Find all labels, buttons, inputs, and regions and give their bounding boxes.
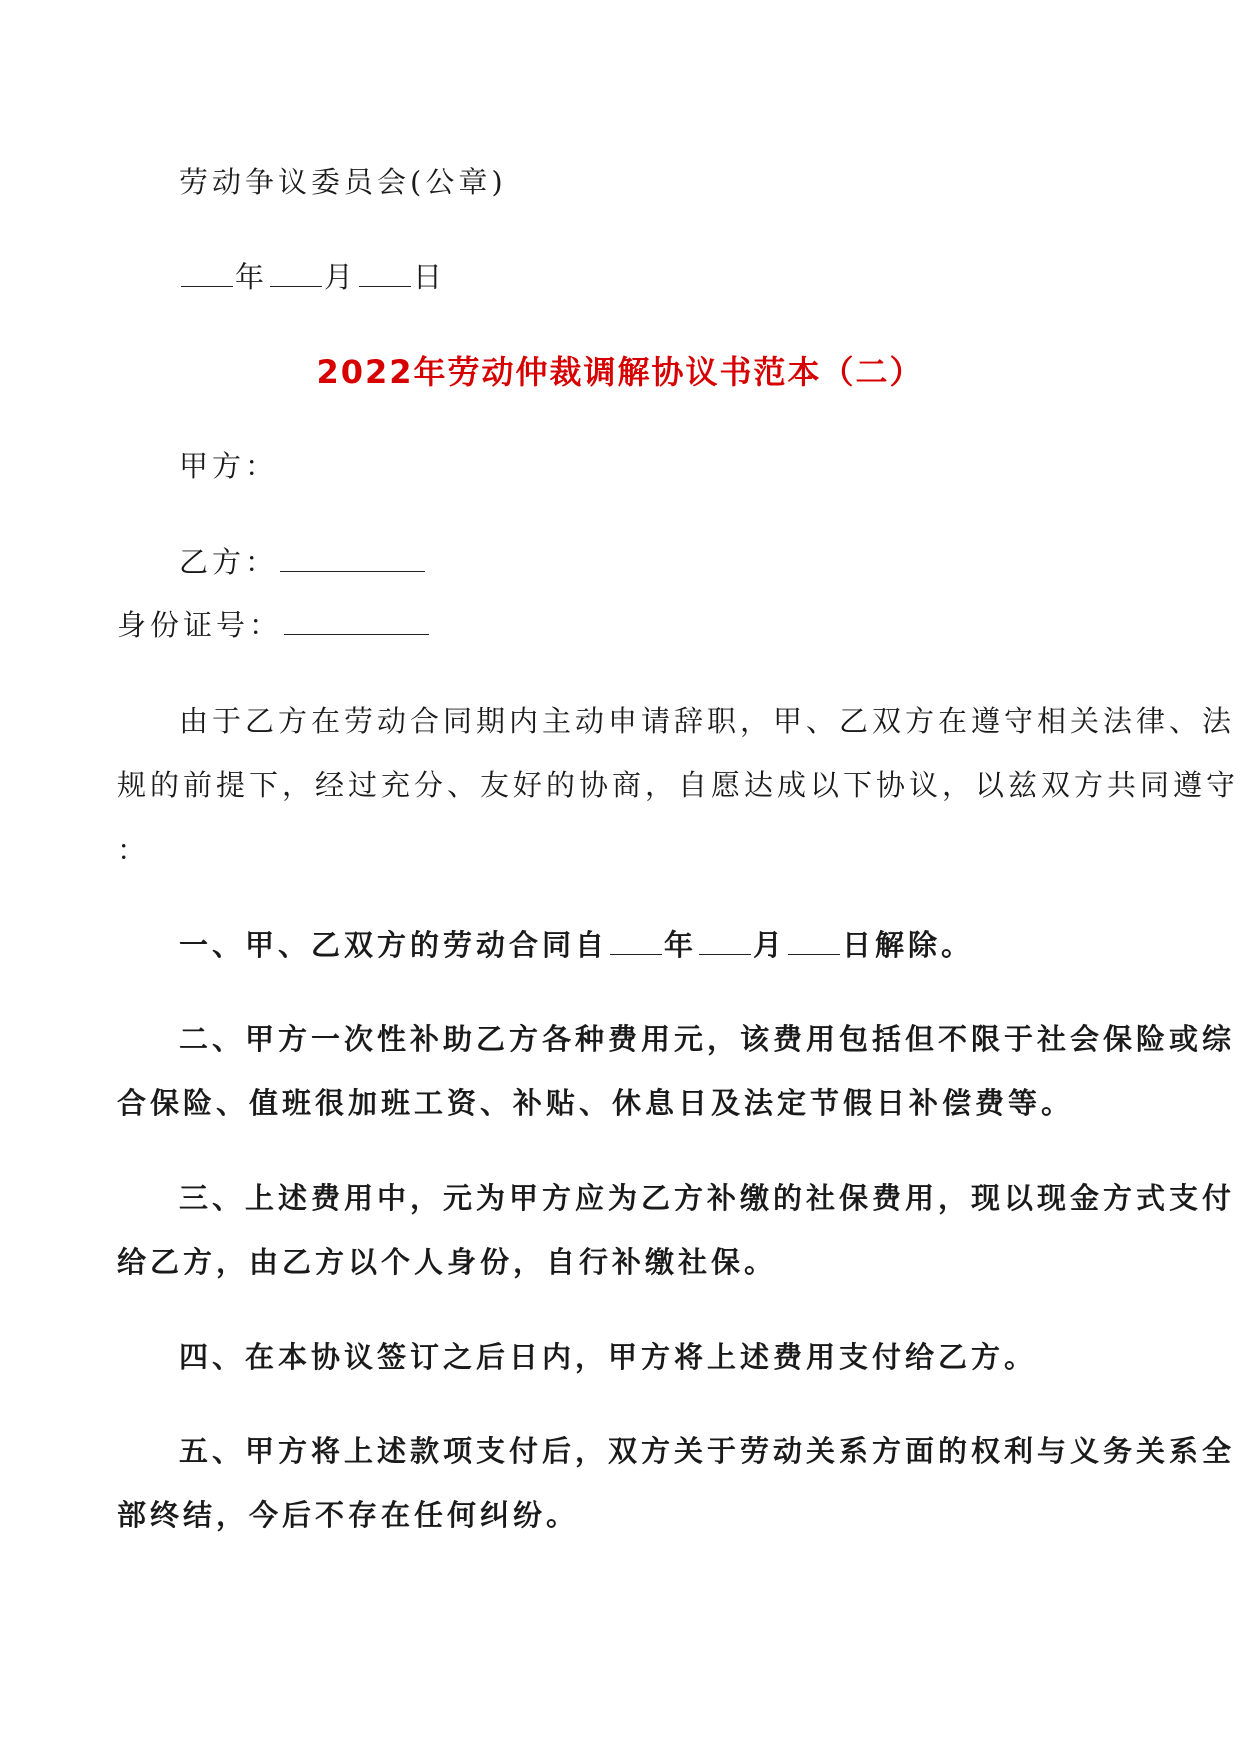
party-a-line xyxy=(117,448,1127,484)
party-b-line xyxy=(117,543,1127,580)
year-blank[interactable] xyxy=(181,258,233,287)
year-label: 年 xyxy=(235,260,269,294)
committee-seal-text: 劳动争议委员会(公章) xyxy=(179,165,507,199)
month-label: 月 xyxy=(324,260,358,294)
id-number-line xyxy=(117,606,1127,643)
clause-1 xyxy=(117,926,1127,963)
clause-2-line1: 二、甲方一次性补助乙方各种费用元，该费用包括但不限于社会保险或综 xyxy=(179,1022,1236,1056)
day-label: 日 xyxy=(413,260,447,294)
id-number-label: 身份证号： xyxy=(117,608,283,642)
intro-paragraph-line1: 由于乙方在劳动合同期内主动申请辞职，甲、乙双方在遵守相关法律、法 xyxy=(179,704,1236,738)
intro-paragraph-line3: ： xyxy=(117,833,151,867)
clause-1-month: 月 xyxy=(753,928,787,962)
clause-2-line2: 合保险、值班很加班工资、补贴、休息日及法定节假日补偿费等。 xyxy=(117,1086,1075,1120)
party-a-label: 甲方： xyxy=(179,449,279,483)
signature-date-line xyxy=(117,258,1127,295)
clause-1-text: 一、甲、乙双方的劳动合同自 xyxy=(179,928,609,962)
clause-4: 四、在本协议签订之后日内，甲方将上述费用支付给乙方。 xyxy=(179,1340,1038,1374)
committee-seal-line xyxy=(117,164,1127,200)
clause-5-line1: 五、甲方将上述款项支付后，双方关于劳动关系方面的权利与义务关系全 xyxy=(179,1434,1236,1468)
clause-1-year-blank[interactable] xyxy=(610,926,662,955)
day-blank[interactable] xyxy=(359,258,411,287)
document-title: 2022年劳动仲裁调解协议书范本（二） xyxy=(316,353,924,391)
clause-1-month-blank[interactable] xyxy=(699,926,751,955)
id-number-blank[interactable] xyxy=(284,606,429,635)
party-b-blank[interactable] xyxy=(280,543,425,572)
clause-5-line2: 部终结，今后不存在任何纠纷。 xyxy=(117,1498,580,1532)
intro-paragraph-line2: 规的前提下，经过充分、友好的协商，自愿达成以下协议，以兹双方共同遵守 xyxy=(117,768,1240,802)
clause-1-year: 年 xyxy=(664,928,698,962)
month-blank[interactable] xyxy=(270,258,322,287)
party-b-label: 乙方： xyxy=(179,545,279,579)
clause-1-day-blank[interactable] xyxy=(788,926,840,955)
clause-1-end: 日解除。 xyxy=(842,928,975,962)
clause-3-line1: 三、上述费用中，元为甲方应为乙方补缴的社保费用，现以现金方式支付 xyxy=(179,1181,1236,1215)
clause-3-line2: 给乙方，由乙方以个人身份，自行补缴社保。 xyxy=(117,1245,778,1279)
